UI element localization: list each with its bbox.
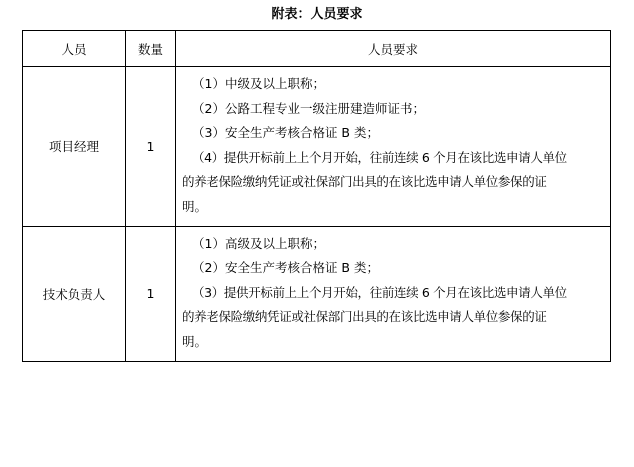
table-header-row: [23, 31, 611, 67]
document-title: 附表：人员要求: [271, 7, 363, 22]
requirement-line: （3）提供开标前上上个月开始，往前连续 6 个月在该比选申请人单位: [192, 284, 567, 300]
requirement-line: （1）高级及以上职称；: [192, 235, 325, 251]
requirement-line: （1）中级及以上职称；: [192, 76, 325, 91]
personnel-requirements-table: [22, 30, 611, 362]
table-row-technical-lead: [23, 226, 611, 361]
person-cell: 项目经理: [23, 67, 126, 227]
person-cell: 技术负责人: [23, 226, 126, 361]
requirement-line: 明。: [182, 333, 208, 349]
header-quantity: 数量: [126, 31, 176, 67]
requirement-line: （3）安全生产考核合格证 B 类；: [192, 125, 379, 141]
requirements-cell: [176, 226, 611, 361]
requirement-line: 的养老保险缴纳凭证或社保部门出具的在该比选申请人单位参保的证: [182, 309, 547, 325]
header-requirements: 人员要求: [176, 31, 611, 67]
quantity-cell: 1: [126, 67, 176, 227]
table-row-project-manager: [23, 67, 611, 227]
quantity-cell: 1: [126, 226, 176, 361]
requirement-line: 的养老保险缴纳凭证或社保部门出具的在该比选申请人单位参保的证: [182, 174, 547, 190]
requirement-line: （2）安全生产考核合格证 B 类；: [192, 260, 379, 276]
requirement-line: （4）提供开标前上上个月开始，往前连续 6 个月在该比选申请人单位: [192, 149, 567, 165]
header-personnel: 人员: [23, 31, 126, 67]
requirement-line: 明。: [182, 198, 208, 214]
requirements-cell: [176, 67, 611, 227]
requirement-line: （2）公路工程专业一级注册建造师证书；: [192, 100, 425, 116]
